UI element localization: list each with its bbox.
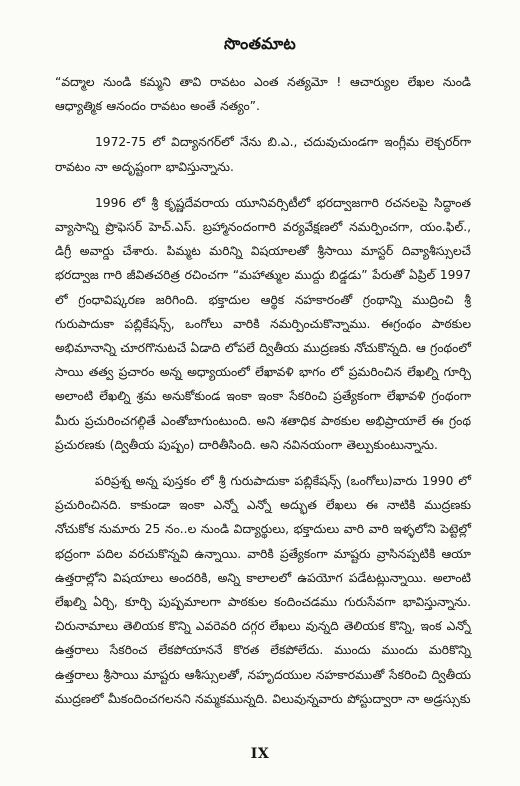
paragraph-4: పరిప్రశ్న అన్న పుస్తకం లో శ్రీ గురుపాదుకా పబ్లికేషన్స్ (ఒంగోలు)వారు 1990 లో ప్రచురించినది. కాకుండా ఇంకా ఎన్నో ఎన్నో అద్భుత లేఖలు ఈ నాటికి ముద్రణకు నోచుకోక నుమారు 25 నం..ల నుండి విద్యార్థులు, భక్తాదులు వారి వారి ఇళ్ళలోని పెట్టెల్లో భద్రంగా పదిల వరచుకొన్నవి ఉన్నాయి. వారికి ప్రత్యేకంగా మాష్టరు వ్రాసినప్పటికి ఆయా ఉత్తరాల్లోని విషయాలు అందరికి, అన్ని కాలాలలో ఉపయోగ పడేటట్లున్నాయి. అలాంటి లేఖల్ని ఏర్చి, కూర్చి పుష్పమాలగా పాఠకుల కందించడము గురుసేవగా భావిస్తున్నాను. చిరునామాలు తెలియక కొన్ని ఎవరెవరి దగ్గర లేఖలు వున్నది తెలియక కొన్ని, ఇంక ఎన్నో ఉత్తరాలు సేకరించ లేకపోయాననే కొరత లేకపోలేదు. ముందు ముందు మరికొన్ని ఉత్తరాలు శ్రీసాయి మాష్టరు ఆశీస్సులతో, నహృదయుల నహకారముతో సేకరించి ద్వితీయ ముద్రణలో మీకందించగలనని నమ్మకమున్నది. విలువున్నవారు పోస్టుద్వారా నా అడ్రస్సుకు [55, 474, 471, 706]
page-title: సొంతమాట [224, 34, 296, 53]
paragraph-3: 1996 లో శ్రీ కృష్ణదేవరాయ యూనివర్సిటీలో భరద్వాజగారి రచనలపై సిద్ధాంత వ్యాసాన్ని ప్రొఫెసర్ హెచ్.ఎస్. బ్రహ్మానందంగారి వర్యవేక్షణలో నమర్పించగా, యం.ఫిల్., డిగ్రీ అవార్డు చేశారు. పిమ్మట మరిన్ని విషయాలతో శ్రీసాయి మాస్టర్ దివ్యాశీస్సులచే భరద్వాజ గారి జీవితచరిత్ర రచించగా “మహాత్ముల ముద్దు బిడ్డడు” పేరుతో ఏప్రిల్ 1997 లో గ్రంధావిష్కరణ జరిగింది. భక్తాదుల ఆర్థిక నహకారంతో గ్రంథాన్ని ముద్రించి శ్రీ గురుపాదుకా పబ్లికేషన్స్, ఒంగోలు వారికి నమర్పించుకొన్నాము. ఈగ్రంథం పాఠకుల అభిమానాన్ని చూరగొనుటచే ఏడాది లోపలే ద్వితీయ ముద్రణకు నోచుకొన్నది. ఆ గ్రంథంలో సాయి తత్వ ప్రచారం అన్న అధ్యాయంలో లేఖావళి భాగం లో ప్రమరించిన లేఖల్ని గూర్చి అలాంటి లేఖల్ని శ్రమ అనుకోకుండ ఇంకా ఇంకా సేకరించి ప్రత్యేకంగా లేఖావళి గ్రంథంగా మీరు ప్రచురించగల్గితే ఎంతోబాగుంటుంది. అని శతాధిక పాఠకుల అభిప్రాయాలే ఈ గ్రంథ ప్రచురణకు (ద్వితీయ పుష్పం) దారితీసింది. అని నవినయంగా తెల్పుకుంటున్నాను. [55, 195, 471, 452]
paragraph-1: “వద్మాల నుండి కమ్మని తావి రావటం ఎంత నత్యమో ! ఆచార్యుల లేఖల నుండి ఆధ్యాత్మిక ఆనందం రావటం అంతే నత్యం”. [55, 75, 471, 114]
paragraph-2: 1972-75 లో విద్యానగర్‌లో నేను బి.ఎ., చదువుచుండగా ఇంగ్లీమ లెక్చరర్‌గా రావటం నా అదృష్టంగా భావిస్తున్నాను. [55, 135, 471, 174]
body-text [55, 70, 471, 711]
page-number: IX [250, 746, 270, 762]
